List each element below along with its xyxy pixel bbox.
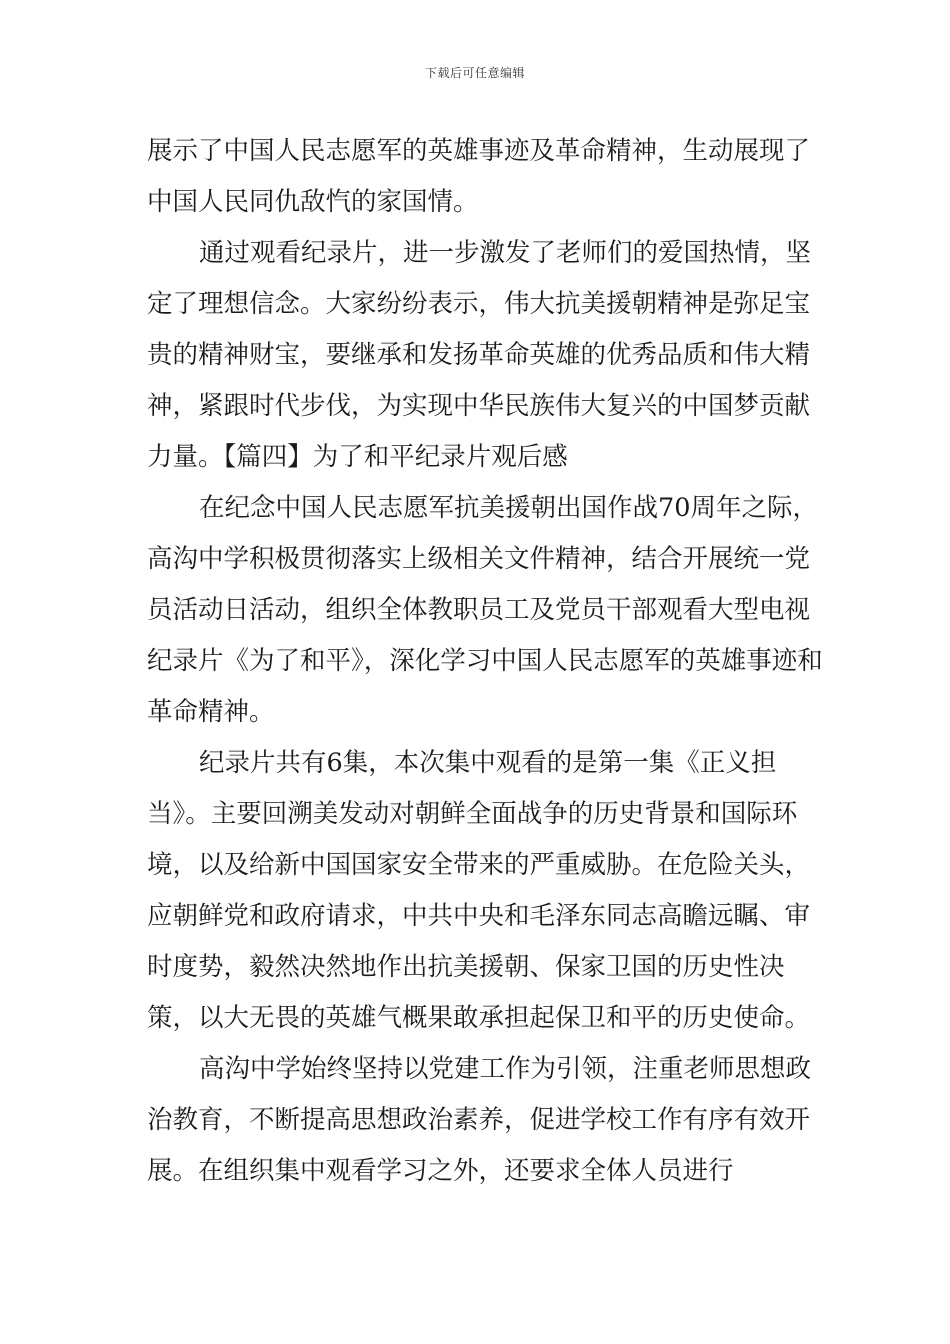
paragraph-2: 通过观看纪录片，进一步激发了老师们的爱国热情，坚定了理想信念。大家纷纷表示，伟大抗美援朝精神是弥足宝贵的精神财宝，要继承和发扬革命英雄的优秀品质和伟大精神，紧跟时代步伐，为实现中华民族伟大复兴的中国梦贡献力量。【篇四】为了和平纪录片观后感	[147, 238, 812, 472]
header-note: 下载后可任意编辑	[424, 66, 525, 80]
paragraph-5: 高沟中学始终坚持以党建工作为引领，注重老师思想政治教育，不断提高思想政治素养，促进学校工作有序有效开展。在组织集中观看学习之外，还要求全体人员进行	[147, 1054, 812, 1186]
document-body	[147, 126, 827, 1197]
paragraph-1: 展示了中国人民志愿军的英雄事迹及革命精神，生动展现了中国人民同仇敌忾的家国情。	[147, 136, 811, 217]
paragraph-4: 纪录片共有6集，本次集中观看的是第一集《正义担当》。主要回溯美发动对朝鲜全面战争的历史背景和国际环境，以及给新中国国家安全带来的严重威胁。在危险关头，应朝鲜党和政府请求，中共中央和毛泽东同志高瞻远瞩、审时度势，毅然决然地作出抗美援朝、保家卫国的历史性决策，以大无畏的英雄气概果敢承担起保卫和平的历史使命。	[147, 748, 811, 1033]
paragraph-3: 在纪念中国人民志愿军抗美援朝出国作战70周年之际，高沟中学积极贯彻落实上级相关文件精神，结合开展统一党员活动日活动，组织全体教职员工及党员干部观看大型电视纪录片《为了和平》，深化学习中国人民志愿军的英雄事迹和革命精神。	[147, 493, 823, 727]
